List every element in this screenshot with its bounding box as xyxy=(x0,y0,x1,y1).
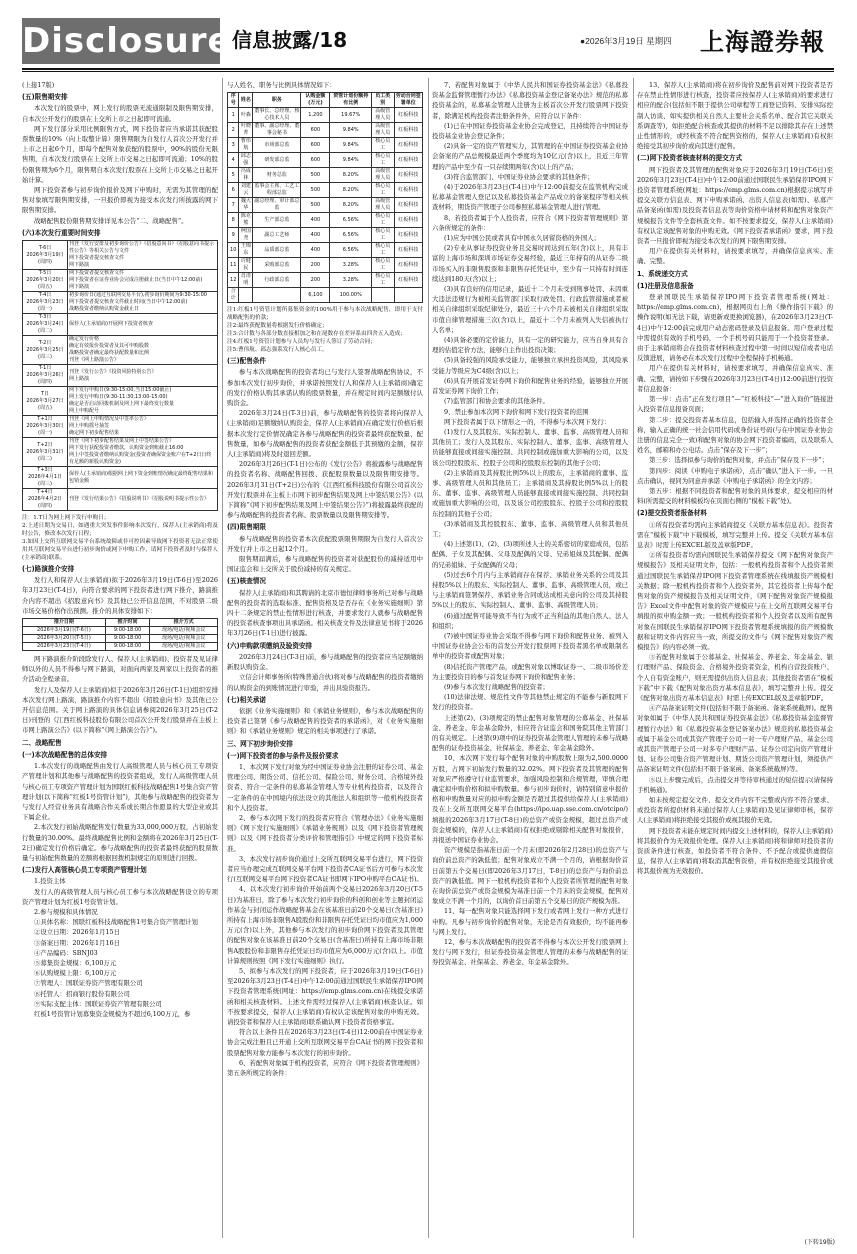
heading: 1、系统递交方式 xyxy=(637,269,688,278)
paragraph: 1.投资主体 xyxy=(34,877,66,886)
table-header: 员工类别 xyxy=(371,93,394,108)
table-cell: 王锦东 xyxy=(240,243,251,257)
table-header: 序号 xyxy=(228,93,239,108)
table-cell: 9:00-18:00 xyxy=(105,627,149,635)
paragraph: 依据《业务实施细则》和《承销业务规则》，参与本次战略配售的投资者已签署《参与战略配售的投资者的承诺函》，对《业务实施细则》和《承销业务规则》规定的相关事项进行了承诺。 xyxy=(227,706,423,736)
table-header: 推介方式 xyxy=(150,619,218,627)
table-cell: 1,200 xyxy=(301,108,330,123)
table-cell: T-5日 2026年3月20日 (周五) xyxy=(23,270,68,292)
table-cell: 红板科技 xyxy=(394,123,422,138)
paragraph: (4)于2026年3月23日(T-4日)中午12:00前提交在监管机构完成私募基金管理人登记以及私募投资基金产品成立的备案程序等相关核查材料，期货资产管理子公司参照私募基金管理人进行管理。 xyxy=(432,183,628,212)
table-cell: 魏大华 xyxy=(240,198,251,212)
table-cell: 现场/电话/视频会议 xyxy=(150,643,218,651)
table-row xyxy=(23,635,218,643)
table-cell: 8 xyxy=(228,213,239,228)
table-cell: 刘建云 xyxy=(240,183,251,197)
paragraph: 登录国联民生承销保荐IPO网下投资者管理系统(网址：https://emp.glms.com.cn)，根据网页右上角《操作指引下载》的操作说明(如无法下载，请更新或更换浏览器)，在2026年3月23日(T-4日)中午12:00前完成用户动态密码登录及信息报备。用户登录过程中需提供有效的手机号码，一个手机号码只能用于一个投资者登录。由于主承销商将会在投资者材料核查过程中第一时间以短信或者电话反馈进展，请务必在本次发行过程中全程保持手机畅通。 xyxy=(637,293,833,363)
table-cell: 500 xyxy=(301,198,330,213)
table-cell: 6.56% xyxy=(330,243,371,258)
paragraph: 与人姓名、职务与比例具体情况如下： xyxy=(227,81,336,89)
table-row xyxy=(228,213,423,228)
table-header: 推介日期 xyxy=(23,619,106,627)
table-cell: 合计 xyxy=(228,288,239,303)
heading: (二)发行人高管核心员工专项资产管理计划 xyxy=(22,866,147,875)
table-cell: 红板科技 xyxy=(394,138,422,153)
paragraph: ③若配售对象属于公募基金、社保基金、养老金、年金基金、银行理财产品、保险资金、合格境外投资者资金，机构自营投资账户、个人自有资金账户，则无需提供出资人信息表；其他投资者需在“模板下载”中下载《配售对象出资方基本信息表》，填写完整并上传。提交《配售对象出资方基本信息表》时需上传EXCEL版及盖章版PDF。 xyxy=(637,653,833,702)
paragraph: 保荐人(主承销商)和其聘请的北京市德恒律师事务所已对参与战略配售的投资者的选取标准、配售资格及是否存在《业务实施细则》第四十二条规定的禁止性情形进行核查，并要求发行人就参与战略配售的投资者核查事项出具承诺函。相关核查文件及法律意见书将于2026年3月26日(T-1日)进行披露。 xyxy=(227,588,423,638)
paragraph: (5)过去6个月内与主承销商存在保荐、承销业务关系的公司及其持股5%以上的股东、实际控制人、董事、监事、高级管理人员，或已与主承销商签署保荐、承销业务合同或达成相关意向的公司及其持股5%以上的股东、实际控制人、董事、监事、高级管理人员； xyxy=(432,570,628,610)
table-cell: 研发部总监 xyxy=(253,153,301,168)
table-cell: 红板科技 xyxy=(394,153,422,168)
paragraph: 2026年3月24日(T-3日)前，参与战略配售的投资者应当足额缴纳新股认购资金。 xyxy=(227,652,423,672)
table-cell: 确定发行价格 确定有效报价投资者及其可申购股数 战略投资者确定最终获配数量和比例 刊登《网上路演公告》 xyxy=(68,336,218,365)
table-cell: 8.20% xyxy=(330,198,371,213)
table-cell xyxy=(394,288,422,303)
table-cell: 5 xyxy=(228,168,239,183)
paragraph: (6)通过配售可能导致不当行为或不正当利益的其他自然人、法人和组织； xyxy=(432,611,628,630)
table-cell: 网下发行申购日(9:30-15:00,当日15:00截止) 网上发行申购日(9:30-11:30,13:00-15:00) 确定是否启动回拨机制及网上网下最终发行数量 网上申购配号 xyxy=(68,387,218,416)
table-cell: T-1日 2026年3月26日 (周四) xyxy=(23,365,68,387)
paragraph: 10、本次网下发行每个配售对象的申购股数上限为2,500.0000万股，占网下初始发行数量的32.02%。网下投资者及其管理的配售对象应严格遵守行业监管要求，加强风险控制和合规管理，审慎合理确定拟申购价格和拟申购数量。参与初步询价时，请特别留意申报价格和申购数量对应的拟申购金额是否超过其提供给保荐人(主承销商)及在上交所互联网交易平台(https://ipo.uap.sse.com.cn/otcipo/)填报的2026年3月17日(T-8日)的总资产或资金规模，超过总资产或资金规模的，保荐人(主承销商)有权拒绝或剔除相关配售对象报价，并报送中国证券业协会。 xyxy=(432,754,628,845)
table-cell: 保荐人(主承销商)开展网下投资者核查 xyxy=(68,314,218,336)
article-column-2 xyxy=(227,80,423,1230)
paragraph: 8、若投资者属于个人投资者，应符合《网下投资者管理规则》第六条所规定的条件： xyxy=(432,213,628,232)
table-cell: T-4日 2026年3月23日 (周一) xyxy=(23,292,68,314)
paragraph: 12、参与本次战略配售的投资者不得参与本次公开发行股票网上发行与网下发行，但证券投资基金管理人管理的未参与战略配售的证券投资基金、社保基金、养老金、年金基金除外。 xyxy=(432,938,628,967)
table-cell: 600 xyxy=(301,153,330,168)
table-row xyxy=(228,108,423,123)
participants-table xyxy=(227,92,423,303)
table-row xyxy=(23,314,218,336)
paragraph: 战略配售股份限售期安排详见本公告“二、战略配售”。 xyxy=(34,216,188,225)
paragraph: 限售期届满后，参与战略配售的投资者对获配股份的减持适用中国证监会和上交所关于股份减持的有关规定。 xyxy=(227,555,423,574)
table-cell: 3.28% xyxy=(330,273,371,288)
paragraph: 用户在提供有关材料时，请按要求填写，并确保信息真实、准确、完整，请按如下步骤在2026年3月23日(T-4日)12:00前进行投资者信息报备： xyxy=(637,364,833,393)
table-cell: 核心员工 xyxy=(371,213,394,228)
table-cell: 400 xyxy=(301,213,330,228)
table-cell: 红板科技 xyxy=(394,228,422,243)
paragraph: 5、拟参与本次发行的网下投资者，应于2026年3月19日(T-6日)至2026年3月23日(T-4日)中午12:00前通过国联民生承销保荐IPO网下投资者管理系统(网址：https://emp.glms.com.cn)在线提交承诺函和相关核查材料。上述文件需经过保荐人(主承销商)核查认证。如不按要求提交，保荐人(主承销商)有权认定该配售对象的申购无效。请投资者和保荐人(主承销商)联系确认网下投资者资格事宜。 xyxy=(227,966,423,1026)
plan-details-list xyxy=(22,917,218,1009)
paragraph: (3)具有良好的信用记录，最近十二个月未受到刑事处罚、未因重大违法违规行为被相关监管部门采取行政处罚、行政监管措施或者被相关自律组织采取纪律处分，最近三十六个月未被相关自律组织采取市值自律管理措施三次(含)以上，最近十二个月未被列入失信被执行人名单； xyxy=(432,285,628,334)
paragraph: 网下投资者属于以下情形之一的，不得参与本次网下发行： xyxy=(444,417,611,426)
paragraph: 1.本次发行的战略配售由发行人高级管理人员与核心员工专项资产管理计划和其他参与战略配售的投资者组成，发行人高级管理人员与核心员工专项资产管理计划为国联红板科技战略配售1号集合资产管理计划(以下简称“红板1号资管计划”)，其他参与战略配售的投资者为与发行人经营业务具有战略合作关系或长期合作愿景的大型企业或其下属企业。 xyxy=(22,762,218,822)
table-cell: 刊登《发行公告》《投资风险特别公告》 网上路演 xyxy=(68,365,218,387)
table-cell: 品质部总监 xyxy=(253,243,301,258)
paragraph: 资产规模是指基准日前一个月末(即2026年2月28日)的总资产与询价前总资产的孰低值；配售对象成立不满一个月的，请根据询价首日前第五个交易日(即2026年3月17日，T-8日)的总资产与询价前总资产的孰低值。网下一般机构投资者和个人投资者所管理的配售对象在询价前总资产或资金规模为基准日前一个月末的资金规模，配售对象成立不满一个月的，以询价首日前第五个交易日的资产规模为准。 xyxy=(432,846,628,906)
paragraph: (1)应为中国公民或者具有中国永久居留资格的外国人； xyxy=(444,234,601,243)
column-divider xyxy=(428,78,429,1238)
table-row xyxy=(228,258,423,273)
table-cell: 刊登《网下初步配售结果及网上中签结果公告》 网下发行获配投资者缴款，认购资金到账截止16:00 网上中签投资者缴纳认购资金(投资者确保资金账户在T+2日日终有足额的新股认购资金) xyxy=(68,438,218,467)
table-cell: T-3日 2026年3月24日 (周二) xyxy=(23,314,68,336)
table-cell: 核心员工 xyxy=(371,153,394,168)
table-cell: 6.56% xyxy=(330,228,371,243)
masthead xyxy=(0,0,857,70)
heading: (1)注册及信息报备 xyxy=(637,281,694,290)
table-cell: 核心员工 xyxy=(371,258,394,273)
table-cell: 8.20% xyxy=(330,168,371,183)
heading: (七)相关承诺 xyxy=(227,695,266,704)
table-cell: 6,100 xyxy=(301,288,330,303)
table-cell: 叶森 xyxy=(239,108,253,123)
table-cell: 行政部总监 xyxy=(253,273,301,288)
list-item: ⑦管理人：国联证券资产管理有限公司 xyxy=(34,979,143,988)
paragraph: 网下路演推介阶段除发行人、保荐人(主承销商)、投资者及见证律师以外的人员不得参与网下路演，对面向两家及两家以上投资者的推介活动全程录音。 xyxy=(22,655,218,684)
table-cell: 9:00-18:00 xyxy=(105,643,149,651)
article-column-4 xyxy=(637,80,833,1230)
table-cell: 3 xyxy=(228,138,239,153)
table-cell: 监事会主席、工艺工程部总监 xyxy=(254,183,300,197)
paragraph: 网下投资者及其管理的配售对象应于2026年3月19日(T-6日)至2026年3月23日(T-4日)中午12:00前通过国联民生承销保荐IPO网下投资者管理系统(网址：https://emp.glms.com.cn)根据提示填写并提交关联方信息表、网下申购承诺函、出资人信息表(如需)、私募产品备案函(如需)及投资者信息表等询价资格申请材料和配售对象资产规模报告文件等全套核查文件。如不按要求提交，保荐人(主承销商)有权认定该配售对象的申购无效。《网下投资者承诺函》要求，网下投资者一旦报价即视为接受本次发行的网下限售期安排。 xyxy=(637,165,833,246)
list-item: ⑧托管人：招商银行股份有限公司 xyxy=(34,989,130,998)
table-cell: 19.67% xyxy=(330,108,371,123)
table-cell: 核心员工 xyxy=(371,183,394,198)
paragraph: 1、本次网下发行对象为经中国证券业协会注册的证券公司、基金管理公司、期货公司、信托公司、保险公司、财务公司、合格境外投资者、符合一定条件的私募基金管理人等专业机构投资者，以及符合一定条件的在中国境内依法设立的其他法人和组织等一般机构投资者和个人投资者。 xyxy=(227,762,423,812)
table-cell: 网下投资者提交核查文件 网下投资者在证券业协会完成注册截止日(当日中午12:00前) 网下路演 xyxy=(68,270,218,292)
article-column-1 xyxy=(22,80,218,1230)
table-cell: 500 xyxy=(301,168,330,183)
heading: (2)提交投资者报备材料 xyxy=(637,509,707,518)
paragraph: (4)上述第(1)、(2)、(3)项所述人士的关系密切的家庭成员，包括配偶、子女及其配偶、父母及配偶的父母、兄弟姐妹及其配偶、配偶的兄弟姐妹、子女配偶的父母； xyxy=(432,540,628,569)
heading: 二、战略配售 xyxy=(22,738,62,747)
table-cell: 邱志强 xyxy=(240,153,251,167)
disclosure-banner xyxy=(22,18,232,64)
paragraph: 发行人及保荐人(主承销商)拟于2026年3月26日(T-1日)组织安排本次发行网上路演，路演推介内容不超出《招股意向书》及其他已公开信息范围。关于网上路演的具体信息请参阅2026年3月25日(T-2日)刊登的《江西红板科技股份有限公司首次公开发行股票并在主板上市网上路演公告》(以下简称“《网上路演公告》”)。 xyxy=(22,685,218,735)
paragraph: 第二步：提交投资者基本信息，包括输入并选择正确的投资者全称，输入正确的统一社会信用代码或身份证号码(与在中国证券业协会注册的信息完全一致)和配售对象的协会网下投资者编码，以及联系人姓名，邮箱和办公电话。点击“保存及下一步”； xyxy=(637,415,833,455)
table-cell: 采购部总监 xyxy=(253,258,301,273)
table-row xyxy=(228,228,423,243)
table-cell: 市场部总监 xyxy=(253,138,301,153)
paragraph: ①所有投资者均需向主承销商提交《关联方基本信息表》。投资者需在“模板下载”中下载模板，填写完整并上传。提交《关联方基本信息表》时需上传EXCEL版及盖章版PDF。 xyxy=(637,520,833,549)
table-cell: 红板科技 xyxy=(394,108,422,123)
table-cell: 红板科技 xyxy=(394,198,422,213)
table-row xyxy=(228,273,423,288)
table-cell: 6.56% xyxy=(330,213,371,228)
table-cell: 500 xyxy=(301,183,330,198)
table-cell: 高级管理人员 xyxy=(371,108,394,123)
table-cell: 副总经理、审计部总监 xyxy=(254,198,300,212)
table-row xyxy=(228,123,423,138)
paragraph: 2.参与规模和具体情况 xyxy=(34,907,98,916)
heading: (六)本次发行重要时间安排 xyxy=(22,228,101,237)
table-header: 推介时间 xyxy=(105,619,149,627)
heading: (三)配售条件 xyxy=(227,357,266,366)
table-cell: 红板科技 xyxy=(394,273,422,288)
article-column-3 xyxy=(432,80,628,1230)
paragraph: 发行人的高级管理人员与核心员工参与本次战略配售设立的专项资产管理计划为红板1号资管计划。 xyxy=(22,887,218,906)
section-title: 信息披露/18 xyxy=(232,28,348,52)
continued-on-note: (下转19版) xyxy=(804,1239,835,1246)
table-header: 资管计划份额持有比例 xyxy=(330,93,371,108)
heading: (五)核查情况 xyxy=(227,577,266,586)
table-row xyxy=(23,336,218,365)
roadshow-table xyxy=(22,618,218,651)
paragraph: (8)信托资产管理产品，或配售对象以博取证券一、二级市场价差为主要投资目的参与首发证券网下询价和配售业务； xyxy=(432,662,628,681)
table-cell: 12 xyxy=(228,273,239,288)
paragraph: 第五步：根据不同投资者和配售对象的具体要求，提交相应的材料(所需提交的材料模板均在页面右侧的“模板下载”处)。 xyxy=(637,486,833,506)
table-cell: 7 xyxy=(228,198,239,213)
continued-note: (上接17版) xyxy=(22,81,55,89)
table-cell: 董事、副总经理、董事会秘书 xyxy=(254,123,300,137)
paragraph: 网下投资者未能在规定时间内提交上述材料的，保荐人(主承销商)将其报价作为无效报价处理。保荐人(主承销商)将和律师对投资者的资质条件进行核查，如投资者不符合条件、不予配合或提供虚假信息，保荐人(主承销商)将取消其配售资格，并有权拒绝接受其报价或将其报价视为无效报价。 xyxy=(637,826,833,876)
heading: (六)申购款项缴纳及验资安排 xyxy=(227,641,313,650)
paragraph: 发行人和保荐人(主承销商)拟于2026年3月19日(T-6日)至2026年3月23日(T-4日)，向符合要求的网下投资者进行网下推介，路演推介内容不超出《招股意向书》及其他已公开信息范围，不对股票二级市场交易价格作出预测。推介的具体安排如下： xyxy=(22,576,218,615)
paragraph: 符合以上条件且在2026年3月23日(T-4日)12:00前在中国证券业协会完成注册且已开通上交所互联网交易平台CA证书的网下投资者和股票配售对象方能参与本次发行的初步询价。 xyxy=(227,1028,423,1057)
list-item: ④产品编码：SBNJ03 xyxy=(34,948,98,957)
table-cell: 9.84% xyxy=(330,123,371,138)
schedule-table xyxy=(22,240,218,511)
heading: 三、网下初步询价安排 xyxy=(227,739,293,748)
list-item: ③备案日期：2026年1月16日 xyxy=(34,938,120,947)
table-cell xyxy=(239,288,253,303)
paragraph: 网下发行部分采用比例限售方式，网下投资者应当承诺其获配股票数量的10%（向上取整计算）限售期限为自发行人首次公开发行并上市之日起6个月，即每个配售对象获配的股票中，90%的股份无限售期，自本次发行股票在上交所上市交易之日起即可流通；10%的股份限售期为6个月，限售期自本次发行股票在上交所上市交易之日起开始计算。 xyxy=(22,124,218,184)
table-cell: 9.84% xyxy=(330,153,371,168)
table-cell: 董事长、总经理、核心技术人员 xyxy=(254,108,300,122)
table-cell: 高级管理人员 xyxy=(371,198,394,213)
table-cell: 柯国尧 xyxy=(240,228,251,242)
table-cell: 红板科技 xyxy=(394,168,422,183)
table-cell: 刊登《发行结果公告》《招股说明书》《招股说明书提示性公告》 xyxy=(68,489,218,511)
table-cell: 10 xyxy=(228,243,239,258)
paragraph: 本次发行的股票中，网上发行的股票无流通限制及限售期安排，自本次公开发行的股票在上交所上市之日起即可流通。 xyxy=(22,104,218,123)
heading: (一)网下投资者的参与条件及报价要求 xyxy=(227,751,339,760)
paragraph: (1)已在中国证券投资基金业协会完成登记，且持续符合中国证券投资基金业协会登记条件； xyxy=(432,121,628,141)
paragraph: (2)具备一定的资产管理实力，其管理的在中国证券投资基金业协会备案的产品总规模最近两个季度均为10亿元(含)以上，且近三年管理的产品中至少有一只存续期两年(含)以上的产品； xyxy=(432,142,628,171)
header-rule xyxy=(22,68,834,70)
paragraph: 11、每一配售对象只能选择网下发行或者网上发行一种方式进行申购。凡参与初步询价的配售对象，无论是否有效报价，均不能再参与网上发行。 xyxy=(432,907,628,936)
header-rule-thin xyxy=(22,71,834,72)
table-cell: T+1日 2026年3月30日 (周一) xyxy=(23,416,68,438)
table-cell: 红板科技 xyxy=(394,243,422,258)
paragraph: (7)监管部门和协会要求的其他条件。 xyxy=(444,397,549,406)
table-row xyxy=(23,643,218,651)
table-cell: T+2日 2026年3月31日 (周二) xyxy=(23,438,68,467)
table-row xyxy=(228,198,423,213)
table-cell: 8.20% xyxy=(330,183,371,198)
table-cell: T-2日 2026年3月25日 (周三) xyxy=(23,336,68,365)
paragraph: (2)主承销商及其持股比例5%以上的股东，主承销商的董事、监事、高级管理人员和其他员工；主承销商及其持股比例5%以上的股东、董事、监事、高级管理人员能够直接或间接实施控制、共同控制或施加重大影响的公司，以及该公司控股股东、控股子公司和控股股东控制的其他子公司； xyxy=(432,468,628,518)
table-cell: 红板科技 xyxy=(394,258,422,273)
paragraph: 第一步：点击“正在发行项目”—“红板科技”—“进入询价”链接进入投资者信息报备页面； xyxy=(637,395,833,414)
table-cell: 400 xyxy=(301,228,330,243)
paragraph: 网下投资者参与初步询价报价及网下申购时，无需为其管理的配售对象填写限售期安排，一旦报价即视为接受本次发行所披露的网下限售期安排。 xyxy=(22,186,218,215)
paragraph: (7)被中国证券业协会采取不得参与网下询价和配售业务、被列入中国证券业协会公布的首发公开发行股票网下投资者黑名单或限制名单中的投资者或配售对象； xyxy=(432,631,628,661)
table-cell: 保荐人(主承销商)根据网上网下资金到账情况确定最终配售结果和包销金额 xyxy=(68,467,218,489)
table-row xyxy=(23,241,218,270)
paragraph: 第四步：阅读《申购电子承诺函》，点击“确认”进入下一步。一旦点击确认，视同为同意并承诺《申购电子承诺函》的全文内容； xyxy=(637,466,833,485)
paragraph: (10)法律法规、规范性文件等其他禁止规定的不能参与新股网下发行的投资者。 xyxy=(432,693,628,712)
table-cell: 叶晓菁 xyxy=(240,123,251,137)
table-header: 职务 xyxy=(253,93,301,108)
paragraph: 13、保荐人(主承销商)将在初步询价及配售前对网下投资者是否存在禁止性情形进行核查，投资者应按保荐人(主承销商)的要求进行相应的配合(包括但不限于提供公司章程等工商登记资料、安排实际控制人访谈、如实提供相关自然人主要社会关系名单、配合其它关联关系调查等)，如拒绝配合核查或其提供的材料不足以排除其存在上述禁止性情形的，或经核查不符合配售资格的，保荐人(主承销商)有权拒绝接受其初步询价或向其进行配售。 xyxy=(637,81,833,151)
table-cell: 现场/电话/视频会议 xyxy=(150,635,218,643)
paragraph: 2026年3月24日(T-3日)前，参与战略配售的投资者将向保荐人(主承销商)足额缴纳认购资金，保荐人(主承销商)在确定发行价格后根据本次发行定价情况确定各参与战略配售的投资者最终获配数量、配售数量，如参与战略配售的投资者获配金额低于其预缴的金额，保荐人(主承销商)将及时退回差额。 xyxy=(227,409,423,459)
table-row xyxy=(23,627,218,635)
paragraph: 立信会计师事务所(特殊普通合伙)将对参与战略配售的投资者缴纳的认购资金的到账情况进行审验，并出具验资报告。 xyxy=(227,673,423,692)
table-cell: 曹伟航 xyxy=(240,138,251,152)
table-cell: T日 2026年3月27日 (周五) xyxy=(23,387,68,416)
newspaper-logo: 上海證券報 xyxy=(700,27,825,56)
list-item: ①具体名称：国联红板科技战略配售1号集合资产管理计划 xyxy=(34,918,198,927)
table-cell: 财务总监 xyxy=(253,168,301,183)
table-cell: T-6日 2026年3月19日 (周四) xyxy=(23,241,68,270)
heading: (四)限售期限 xyxy=(227,523,266,532)
table-cell: 初步询价日(通过互联网交易平台),初步询价期间为9:30-15:00 网下投资者提交核查文件截止时间(当日中午12:00前) 战略投资者缴纳认购资金截止日 xyxy=(68,292,218,314)
table-cell: T+4日 2026年4月2日 (周四) xyxy=(23,489,68,511)
table-cell: 1 xyxy=(228,108,239,123)
table-row xyxy=(228,168,423,183)
table-cell: 高级管理人员 xyxy=(371,168,394,183)
paragraph: 9、禁止参加本次网下询价和网下发行投资者的范围 xyxy=(444,407,589,416)
table-row xyxy=(23,387,218,416)
table-cell: 200 xyxy=(301,273,330,288)
paragraph: ⑤以上步骤完成后，点击提交并等待审核通过的短信提示(请保持手机畅通)。 xyxy=(637,775,833,794)
table-cell: 陈克熊 xyxy=(240,213,251,227)
table-row xyxy=(228,243,423,258)
paragraph: 参与本次战略配售的投资者均已与发行人签署战略配售协议，不参加本次发行初步询价，并承诺按照发行人和保荐人(主承销商)确定的发行价格认购其承诺认购的股票数量，并在规定时间内足额缴付认购资金。 xyxy=(227,368,423,408)
heading: (一)本次战略配售的总体安排 xyxy=(22,750,108,759)
table-cell: 副总工艺师 xyxy=(253,228,301,243)
table-row xyxy=(23,416,218,438)
paragraph: 第三步：选择拟参与询价的配售对象，并点击“保存及下一步”； xyxy=(649,456,829,465)
table-cell: 刊登《发行安排及初步询价公告》《招股意向书》《招股意向书提示性公告》等相关公告与文件 网下投资者提交核查文件 网下路演 xyxy=(68,241,218,270)
table-cell: 600 xyxy=(301,138,330,153)
table-cell xyxy=(371,288,394,303)
list-item: ②设立日期：2026年1月15日 xyxy=(34,928,120,937)
list-item: ⑥认购规模上限：6,100万元 xyxy=(34,969,117,978)
table-cell: 生产部总监 xyxy=(253,213,301,228)
table-cell: 9:00-18:00 xyxy=(105,635,149,643)
paragraph: 上述第(2)、(3)项规定的禁止配售对象管理的公募基金、社保基金、养老金、年金基金除外，但应符合证监会和国务院其他主管部门的有关规定。上述第(9)项中的证券投资基金管理人管理的未参与战略配售的证券投资基金、社保基金、养老金、年金基金除外。 xyxy=(432,713,628,753)
table-cell: 11 xyxy=(228,258,239,273)
column-divider xyxy=(633,78,634,1238)
table-cell: 核心员工 xyxy=(371,228,394,243)
paragraph: 2、参与本次网下发行的投资者应符合《管理办法》《业务实施细则》《网下发行实施细则》《承销业务规则》以及《网下投资者管理规则》以及《网下投资者分类评价和管理指引》中规定的网下投资者标准。 xyxy=(227,813,423,853)
column-divider xyxy=(222,78,223,1238)
table-row xyxy=(23,467,218,489)
table-row xyxy=(228,288,423,303)
paragraph: (6)具有开展首发证券网下询价和配售业务的经验，能够独立开展首发证券网下询价工作； xyxy=(432,376,628,396)
paragraph: (4)具备必要的定价能力，具有一定的研究能力，应当自身具有合理的估值定价方法，能够自主作出投资决策； xyxy=(432,336,628,355)
table-header: 认购金额(万元) xyxy=(301,93,330,108)
table-cell: 2026年3月19日(T-6日) xyxy=(23,627,106,635)
table-cell: 刊登《网上申购情况及中签率公告》 网上申购摇号抽签 确定网下初步配售结果 xyxy=(68,416,218,438)
heading: (二)网下投资者核查材料的提交方式 xyxy=(637,154,742,163)
heading: (五)限售期安排 xyxy=(22,93,68,102)
paragraph: (9)参与本次发行战略配售的投资者； xyxy=(444,682,549,691)
participants-notes: 注1:红板1号资管计划所募集资金的100%用于参与本次战略配售，即用于支付战略配售的价款； 注2:最终获配数量将根据发行价格确定； 注3:合计数与各部分数直接相加之和在尾数存在差异系由四舍五入造成； 注4:红板1号资管计划参与人员均与发行人签订了劳动合同； 注5:曹伟航、邱志强系发行人核心员工。 xyxy=(227,307,423,354)
paragraph: ④产品备案证明文件(包括但不限于备案函、备案系统截屏)。配售对象如属于《中华人民共和国证券投资基金法》《私募投资基金监督管理暂行办法》和《私募投资基金登记备案办法》规范的私募投资基金或属于基金公司或其资产管理子公司一对一专户理财产品、基金公司或其资产管理子公司一对多专户理财产品、证券公司定向资产管理计划、证券公司集合资产管理计划、期货公司资产管理计划，须提供产品备案证明文件(包括但不限于备案函、备案系统截屏)等。 xyxy=(637,704,833,774)
table-row xyxy=(228,183,423,198)
brand-text: Disclosure xyxy=(22,21,232,61)
table-cell: 400 xyxy=(301,243,330,258)
table-cell: 2026年3月20日(T-5日) xyxy=(23,635,106,643)
table-cell: 高级管理人员 xyxy=(371,123,394,138)
paragraph: (3)承销商及其控股股东、董事、监事、高级管理人员和其他员工； xyxy=(432,519,628,538)
paragraph: 红板1号资管计划募集资金规模为不超过6,100万元，参 xyxy=(34,1009,191,1018)
table-row xyxy=(23,292,218,314)
table-cell: 9 xyxy=(228,228,239,243)
paragraph: 2026年3月26日(T-1日)公布的《发行公告》将披露参与战略配售的投资者名称、战略配售回拨、获配股票数量以及限售期安排等。2026年3月31日(T+2日)公布的《江西红板科技股份有限公司首次公开发行股票并在主板上市网下初步配售结果及网上中签结果公告》(以下简称“《网下初步配售结果及网上中签结果公告》”)将披露最终获配的参与战略配售的投资者名称、股票数量以及限售期安排等。 xyxy=(227,460,423,520)
table-cell: 许健民 xyxy=(240,258,251,272)
publication-date: ●2026年3月19日 星期四 xyxy=(580,36,672,46)
table-row xyxy=(23,365,218,387)
list-item: ⑨实际支配主体：国联证券资产管理有限公司 xyxy=(34,999,162,1008)
table-cell: 核心员工 xyxy=(371,243,394,258)
paragraph: 参与战略配售的投资者本次获配股票限售期限为自发行人首次公开发行并上市之日起12个月。 xyxy=(227,534,423,553)
table-row xyxy=(23,489,218,511)
table-cell: 核心员工 xyxy=(371,273,394,288)
paragraph: 7、若配售对象属于《中华人民共和国证券投资基金法》《私募投资基金监督管理暂行办法》《私募投资基金登记备案办法》规范的私募投资基金的，私募基金管理人注册为主板首次公开发行股票网下投资者，除满足机构投资者注册条件外，应符合以下条件： xyxy=(432,81,628,120)
table-cell: 6 xyxy=(228,183,239,198)
paragraph: 如未按规定提交文件、提交文件内容不完整或内容不符合要求、或投资者所提供材料未通过保荐人(主承销商)及见证律师审核，保荐人(主承销商)将拒绝接受其报价或视其报价无效。 xyxy=(637,796,833,825)
table-row xyxy=(228,153,423,168)
schedule-notes: 注：1.T日为网上网下发行申购日； 2.上述日期为交易日，如遇重大突发事件影响本次发行，保荐人(主承销商)将及时公告，修改本次发行日程； 3.如因上交所互联网交易平台系统故障或非可控因素导致网下投资者无法正常使用其互联网交易平台进行初步询价或网下申购工作，请网下投资者及时与保荐人(主承销商)联系。 xyxy=(22,515,218,562)
table-cell: 红板科技 xyxy=(394,213,422,228)
table-cell: 红板科技 xyxy=(394,183,422,198)
paragraph: 6、若配售对象属于机构投资者，应符合《网下投资者管理规则》第五条所规定的条件： xyxy=(227,1058,423,1078)
table-cell: 9.84% xyxy=(330,138,371,153)
table-cell: 现场/电话/视频会议 xyxy=(150,627,218,635)
paragraph: 3、本次发行初步询价通过上交所互联网交易平台进行，网下投资者应当办理完成互联网交易平台网下投资者CA证书后方可参与本次发行(互联网交易平台网下投资者CA证书即网下IPO申购平台CA证书)。 xyxy=(227,854,423,884)
table-header: 姓名 xyxy=(239,93,253,108)
table-cell: 2026年3月23日(T-4日) xyxy=(23,643,106,651)
heading: (七)路演推介安排 xyxy=(22,565,75,574)
paragraph: ②所有投资者均需向国联民生承销保荐提交《网下配售对象资产规模报告》及相关证明文件，包括：一般机构投资者和个人投资者须通过国联民生承销保荐IPO网下投资者管理系统在线填报资产规模相关数据；除一般机构投资者和个人投资者外，其它投资者上传每个配售对象的资产规模报告及相关证明文件，《网下配售对象资产规模报告》Excel文件中配售对象的资产规模应与在上交所互联网交易平台填报的拟申购金额一致；一般机构投资者和个人投资者以及所有配售对象在国联民生承销保荐IPO网下投资者管理系统填报的资产规模数据和证明文件内容应当一致，所提交的文件与《网下配售对象资产规模报告》的内容必须一致。 xyxy=(637,551,833,651)
table-cell xyxy=(253,288,301,303)
list-item: ⑤募集资金规模：6,100万元 xyxy=(34,958,117,967)
paragraph: 用户在提供有关材料时，请按要求填写，并确保信息真实、准确、完整。 xyxy=(637,247,833,266)
paragraph: (3)符合监管部门、中国证券业协会要求的其他条件； xyxy=(444,172,594,181)
table-cell: T+3日 2026年4月1日 (周三) xyxy=(23,467,68,489)
table-cell: 3.28% xyxy=(330,258,371,273)
table-cell: 600 xyxy=(301,123,330,138)
table-row xyxy=(228,138,423,153)
paragraph: 2.本次发行初始战略配售发行数量为33,000,000万股，占初始发行数量的30.00%。最终战略配售比例和金额将在2026年3月25日(T-2日)确定发行价格后确定。参与战略配售的投资者最终获配的股票数量与初始配售数量的差额将根据回拨机制规定的原则进行回拨。 xyxy=(22,823,218,862)
table-cell: 100.00% xyxy=(330,288,371,303)
paragraph: 4、以本次发行初步询价开始前两个交易日2026年3月20日(T-5日)为基准日，除了参与本次发行初步询价的科创和创业等主题封闭运作基金与封闭运作战略配售基金在该基准日前20个交易日(含基准日)所持有上海市场非限售A股股份和非限售存托凭证日均市值应为1,000万元(含)以上外，其他参与本次发行的初步询价网下投资者及其管理的配售对象在该基准日前20个交易日(含基准日)所持有上海市场非限售A股股份和非限售存托凭证日均市值应为6,000万元(含)以上。市值计算规则按照《网下发行实施细则》执行。 xyxy=(227,885,423,965)
table-cell: 2 xyxy=(228,123,239,138)
table-cell: 200 xyxy=(301,258,330,273)
table-cell: 冯成林 xyxy=(240,168,251,182)
paragraph: (2)专业从事证券投资业务且交易时间达到五年(含)以上，具有丰富的上海市场和深圳市场证券交易经验，最近三年持有的从证券二级市场买入的非限售股票和非限售存托凭证中，至少有一只持有时间连续达到180天(含)以上； xyxy=(432,244,628,283)
table-row xyxy=(23,438,218,467)
table-header: 劳动合同签署单位 xyxy=(395,93,421,107)
table-cell: 核心员工 xyxy=(371,138,394,153)
paragraph: (5)具备较强的风险承受能力，能够独立承担投资风险，其风险承受能力等级应为C4级(含)以上； xyxy=(432,356,628,375)
table-cell: 4 xyxy=(228,153,239,168)
table-row xyxy=(23,270,218,292)
paragraph: (1)发行人及其股东、实际控制人、董事、监事、高级管理人员和其他员工；发行人及其股东、实际控制人、董事、监事、高级管理人员能够直接或间接实施控制、共同控制或施加重大影响的公司，以及该公司控股股东、控股子公司和控股股东控制的其他子公司； xyxy=(432,427,628,467)
table-cell: 肖清明 xyxy=(240,273,251,287)
